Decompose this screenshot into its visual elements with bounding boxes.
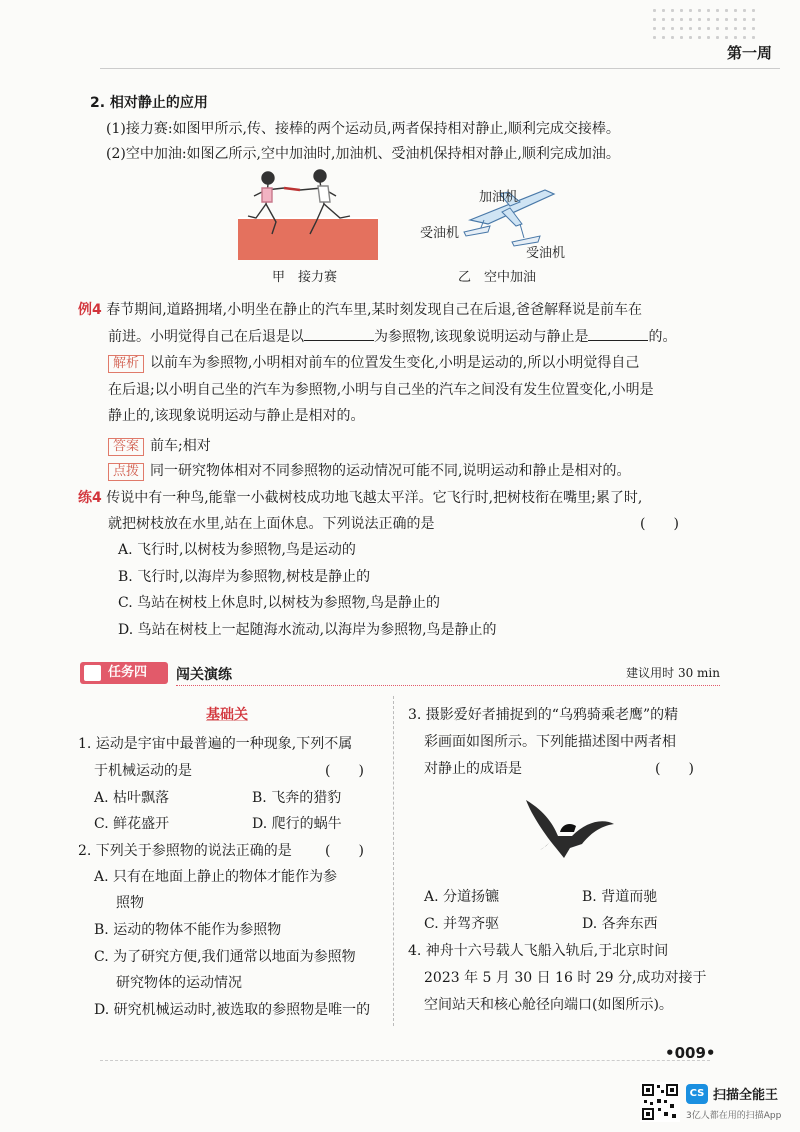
q3-line1: 3. 摄影爱好者捕捉到的“乌鸦骑乘老鹰”的精: [408, 707, 679, 723]
baton: [284, 188, 300, 190]
crow-riding-eagle-image: [516, 792, 616, 862]
page-number: •009•: [665, 1044, 716, 1062]
practice4-option-a[interactable]: A. 飞行时,以树枝为参照物,鸟是运动的: [118, 542, 356, 558]
q1-line2: 于机械运动的是: [94, 763, 192, 779]
week-label: 第一周: [726, 44, 772, 62]
column-divider: [393, 696, 394, 1026]
scanner-app-tagline: 3亿人都在用的扫描App: [686, 1111, 782, 1121]
clipboard-icon: [84, 665, 101, 681]
section-item-1: (1)接力赛:如图甲所示,传、接棒的两个运动员,两者保持相对静止,顺利完成交接棒。: [106, 121, 620, 137]
q3-option-a[interactable]: A. 分道扬镳: [424, 889, 500, 905]
example4-tag: 例4: [78, 302, 102, 318]
relay-caption: 甲 接力赛: [272, 270, 338, 285]
task-header: [80, 662, 720, 686]
refuel-caption: 乙 空中加油: [458, 270, 537, 285]
practice4-line1: 练4 传说中有一种鸟,能靠一小截树枝成功地飞越太平洋。它飞行时,把树枝衔在嘴里;累了时,: [78, 490, 643, 506]
relay-race-figure: [238, 166, 378, 260]
tip-tag: 点拨: [108, 463, 144, 481]
bottom-divider: [100, 1060, 710, 1061]
answer-blank-1[interactable]: [304, 327, 374, 341]
label-tanker: 加油机: [479, 190, 519, 205]
q2-option-d[interactable]: D. 研究机械运动时,被选取的参照物是唯一的: [94, 1002, 371, 1018]
q3-option-b[interactable]: B. 背道而驰: [582, 889, 658, 905]
basic-level-tag: 基础关: [206, 707, 248, 723]
task-badge: 任务四: [80, 662, 168, 684]
q1-option-a[interactable]: A. 枯叶飘落: [94, 790, 170, 806]
section-title: 2. 相对静止的应用: [90, 95, 208, 111]
q1-option-c[interactable]: C. 鲜花盛开: [94, 816, 170, 832]
task-underline: [176, 685, 720, 686]
q1-option-b[interactable]: B. 飞奔的猎豹: [252, 790, 342, 806]
label-receiver-right: 受油机: [526, 246, 566, 261]
decorative-dots: [650, 6, 760, 42]
q1-answer-paren[interactable]: ( ): [325, 763, 364, 779]
q2-line1: 2. 下列关于参照物的说法正确的是: [78, 843, 292, 859]
analysis-line3: 静止的,该现象说明运动与静止是相对的。: [108, 408, 365, 424]
answer-line: 答案 前车;相对: [108, 437, 211, 456]
analysis-line2: 在后退;以小明自己坐的汽车为参照物,小明与自己坐的汽车之间没有发生位置变化,小明是: [108, 382, 654, 398]
q2-option-b[interactable]: B. 运动的物体不能作为参照物: [94, 922, 282, 938]
q2-option-c-line1[interactable]: C. 为了研究方便,我们通常以地面为参照物: [94, 949, 356, 965]
q3-line3: 对静止的成语是: [424, 761, 522, 777]
track-surface: [238, 218, 378, 260]
q3-line2: 彩画面如图所示。下列能描述图中两者相: [424, 734, 676, 750]
scanner-app-name: 扫描全能王: [713, 1088, 779, 1103]
practice4-line2: 就把树枝放在水里,站在上面休息。下列说法正确的是: [108, 516, 435, 532]
example4-line1: 例4 春节期间,道路拥堵,小明坐在静止的汽车里,某时刻发现自己在后退,爸爸解释说是前车在: [78, 302, 643, 318]
practice4-option-b[interactable]: B. 飞行时,以海岸为参照物,树枝是静止的: [118, 569, 371, 585]
qr-code-icon: [640, 1082, 680, 1122]
receiver-left: [464, 226, 490, 236]
q2-option-a-line1[interactable]: A. 只有在地面上静止的物体才能作为参: [94, 869, 338, 885]
top-divider: [100, 68, 780, 69]
q4-line1: 4. 神舟十六号载人飞船入轨后,于北京时间: [408, 943, 669, 959]
section-item-2: (2)空中加油:如图乙所示,空中加油时,加油机、受油机保持相对静止,顺利完成加油。: [106, 146, 620, 162]
practice4-answer-paren[interactable]: ( ): [640, 516, 679, 532]
practice4-option-d[interactable]: D. 鸟站在树枝上一起随海水流动,以海岸为参照物,鸟是静止的: [118, 622, 497, 638]
q2-option-a-line2: 照物: [116, 895, 144, 911]
q1-option-d[interactable]: D. 爬行的蜗牛: [252, 816, 342, 832]
suggested-time: 建议用时 30 min: [626, 666, 720, 680]
practice4-tag: 练4: [78, 490, 102, 506]
label-receiver-left: 受油机: [420, 226, 460, 241]
q4-line2: 2023 年 5 月 30 日 16 时 29 分,成功对接于: [424, 970, 707, 986]
q4-line3: 空间站天和核心舱径向端口(如图所示)。: [424, 997, 673, 1013]
analysis-tag: 解析: [108, 355, 144, 373]
q3-answer-paren[interactable]: ( ): [655, 761, 694, 777]
q2-answer-paren[interactable]: ( ): [325, 843, 364, 859]
q3-option-c[interactable]: C. 并驾齐驱: [424, 916, 500, 932]
task-title: 闯关演练: [176, 667, 232, 683]
example4-line2: 前进。小明觉得自己在后退是以 为参照物,该现象说明运动与静止是 的。: [108, 329, 677, 345]
answer-blank-2[interactable]: [588, 327, 648, 341]
q2-option-c-line2: 研究物体的运动情况: [116, 975, 242, 991]
q1-line1: 1. 运动是宇宙中最普遍的一种现象,下列不属: [78, 736, 353, 752]
analysis-line1: 解析 以前车为参照物,小明相对前车的位置发生变化,小明是运动的,所以小明觉得自己: [108, 354, 639, 373]
answer-tag: 答案: [108, 438, 144, 456]
crow-silhouette: [560, 824, 576, 832]
q3-option-d[interactable]: D. 各奔东西: [582, 916, 658, 932]
camscanner-logo-icon: CS: [686, 1084, 708, 1104]
tip-line: 点拨 同一研究物体相对不同参照物的运动情况可能不同,说明运动和静止是相对的。: [108, 462, 630, 481]
practice4-option-c[interactable]: C. 鸟站在树枝上休息时,以树枝为参照物,鸟是静止的: [118, 595, 441, 611]
